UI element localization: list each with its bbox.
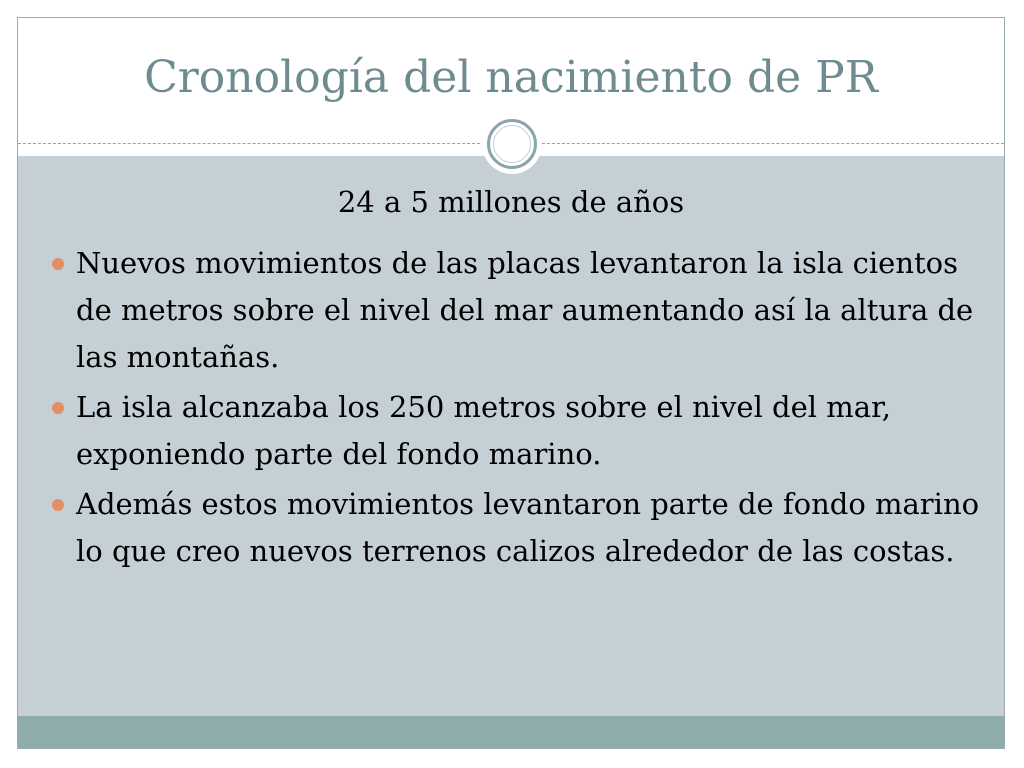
bullet-text: La isla alcanzaba los 250 metros sobre el nivel del mar, exponiendo parte del fondo marino. [76, 390, 891, 471]
bullet-item [76, 384, 986, 478]
bullet-text: Además estos movimientos levantaron parte de fondo marino lo que creo nuevos terrenos calizos alrededor de las costas. [76, 487, 980, 568]
circle-ornament-icon [482, 114, 542, 174]
bullet-item [76, 481, 986, 575]
bullet-list [76, 240, 986, 578]
footer-bar [18, 716, 1004, 749]
slide-subtitle: 24 a 5 millones de años [337, 185, 685, 219]
bullet-dot-icon [52, 258, 64, 270]
bullet-dot-icon [52, 499, 64, 511]
slide [17, 17, 1005, 749]
ring-icon [487, 119, 537, 169]
slide-title: Cronología del nacimiento de PR [144, 52, 878, 103]
bullet-dot-icon [52, 402, 64, 414]
bullet-text: Nuevos movimientos de las placas levantaron la isla cientos de metros sobre el nivel del mar aumentando así la altura de las montañas. [76, 246, 974, 374]
bullet-item [76, 240, 986, 381]
